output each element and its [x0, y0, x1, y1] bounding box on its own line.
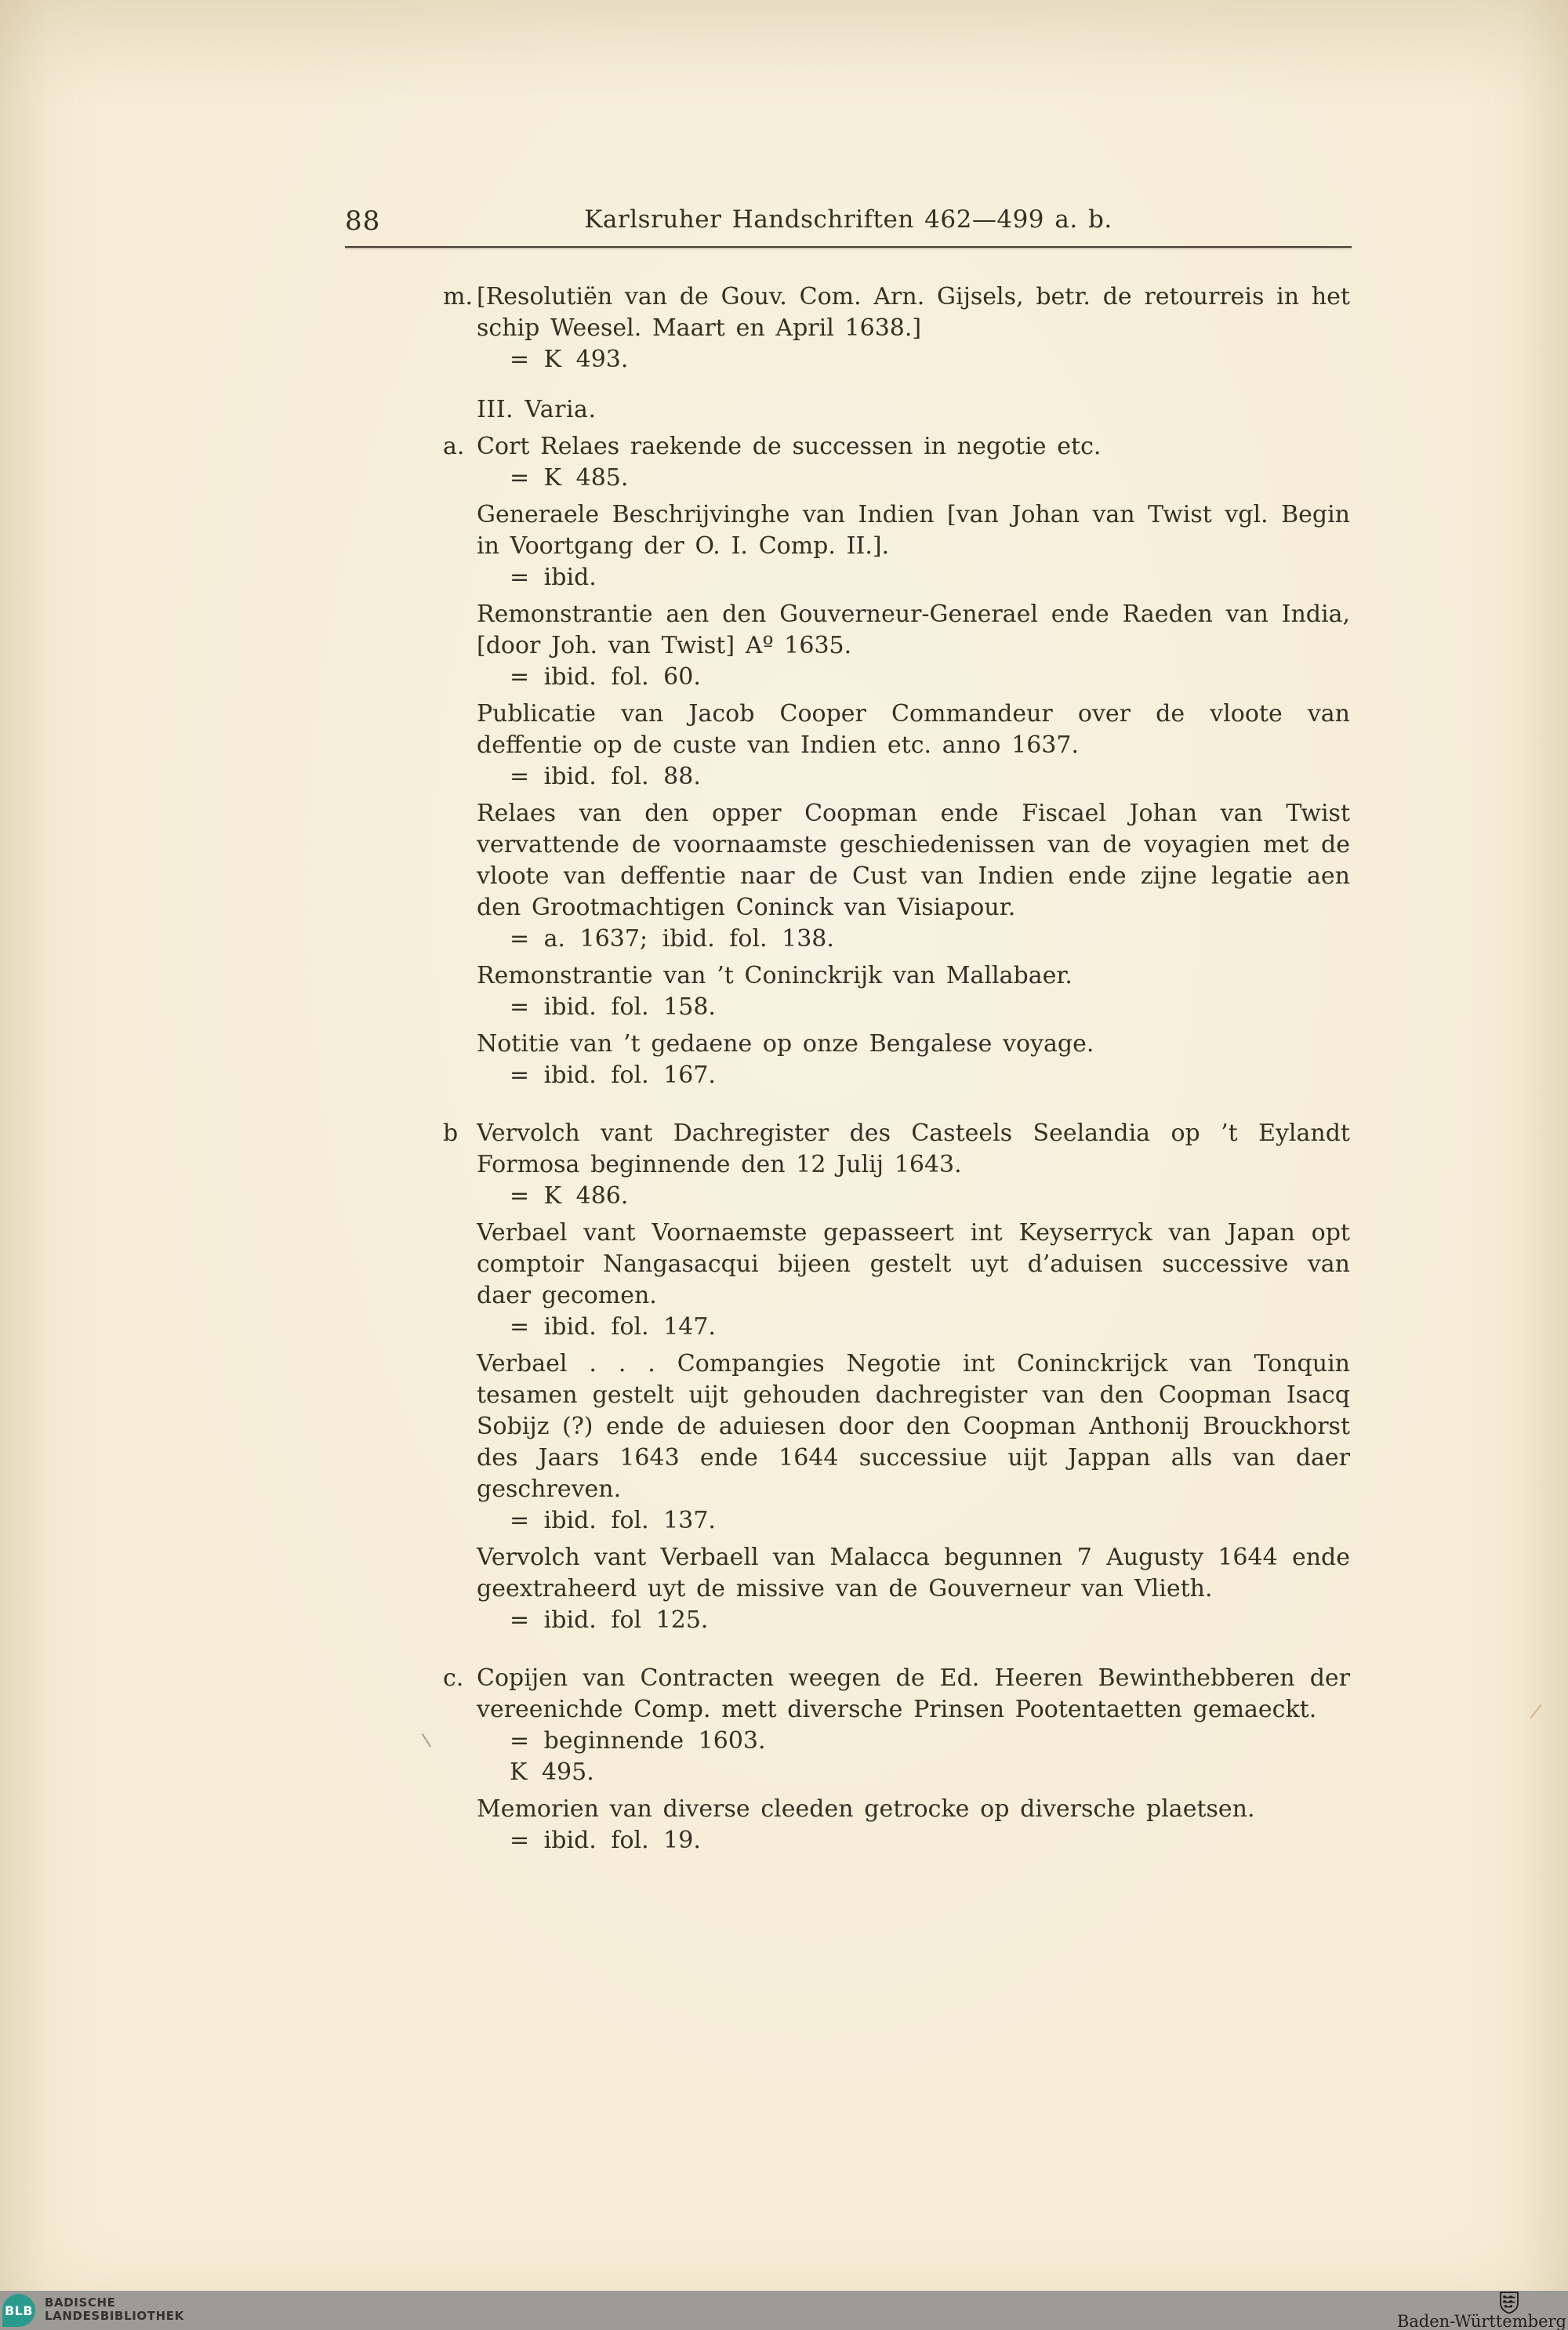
library-watermark-bar: [0, 2291, 1568, 2330]
catalog-entry: [477, 1542, 1350, 1636]
catalog-entry: [443, 431, 1350, 494]
state-name: Baden-Württemberg: [1396, 2312, 1566, 2330]
catalog-entry: [477, 1218, 1350, 1343]
entry-title: Relaes van den opper Coopman ende Fiscael Johan van Twist vervattende de voornaamste geschiedenissen van de voyagien met de vloote van deffentie naar de Cust van Indien ende zijne legatie aen den Grootmachtigen Coninck van Visiapour.: [477, 800, 1350, 921]
entry-title: Copijen van Contracten weegen de Ed. Heeren Bewinthebberen der vereenichde Comp. mett diversche Prinsen Pootentaetten gemaeckt.: [477, 1664, 1350, 1723]
entry-title: Publicatie van Jacob Cooper Commandeur over de vloote van deffentie op de custe van Indien etc. anno 1637.: [477, 700, 1350, 759]
entry-reference: = ibid. fol. 147.: [510, 1313, 716, 1341]
entry-title: [Resolutiën van de Gouv. Com. Arn. Gijsels, betr. de retourreis in het schip Weesel. Maart en April 1638.]: [477, 283, 1350, 342]
entry-reference: = K 485.: [510, 464, 629, 492]
entry-reference: = K 493.: [510, 346, 629, 373]
entry-reference: = ibid. fol. 19.: [510, 1827, 701, 1854]
catalog-entry: [443, 1663, 1350, 1788]
entry-title: Remonstrantie van ’t Coninckrijk van Mallabaer.: [477, 962, 1073, 989]
page-header: [345, 205, 1352, 237]
library-name: [45, 2296, 184, 2323]
catalog-entry: [477, 599, 1350, 693]
blb-logo-text: BLB: [4, 2303, 34, 2318]
entry-label: m.: [443, 283, 473, 310]
catalog-entry: [477, 699, 1350, 793]
entry-reference: = ibid. fol. 167.: [510, 1062, 716, 1089]
entry-title: Generaele Beschrijvinghe van Indien [van Johan van Twist vgl. Begin in Voortgang der O. I. Comp. II.].: [477, 501, 1350, 560]
entry-title: Vervolch vant Verbaell van Malacca begunnen 7 Augusty 1644 ende geextraheerd uyt de missive van de Gouverneur van Vlieth.: [477, 1544, 1350, 1602]
entry-title: Notitie van ’t gedaene op onze Bengalese voyage.: [477, 1030, 1094, 1058]
entry-reference: = beginnende 1603.: [510, 1727, 766, 1755]
catalog-entry: [477, 1348, 1350, 1537]
entry-title: Memorien van diverse cleeden getrocke op diversche plaetsen.: [477, 1795, 1255, 1823]
catalog-entry: [443, 1118, 1350, 1212]
page-number: 88: [345, 205, 381, 237]
entry-reference: = ibid.: [510, 564, 597, 591]
entry-reference: = ibid. fol. 60.: [510, 663, 701, 691]
entry-reference: K 495.: [510, 1758, 594, 1786]
entry-label: b: [443, 1120, 459, 1147]
entry-reference: = ibid. fol. 158.: [510, 993, 716, 1021]
entry-reference: = ibid. fol. 88.: [510, 763, 701, 790]
catalog-entry: [477, 798, 1350, 955]
entry-title: Remonstrantie aen den Gouverneur-Generael ende Raeden van India, [door Joh. van Twist] Aº 1635.: [477, 601, 1350, 659]
catalog-entry: [477, 960, 1350, 1023]
scan-artifact-mark: [422, 1733, 431, 1748]
blb-logo-icon: [2, 2294, 35, 2327]
catalog-entry: [477, 1029, 1350, 1091]
entry-label: a.: [443, 433, 465, 460]
library-name-line1: BADISCHE: [45, 2296, 116, 2310]
entry-reference: = a. 1637; ibid. fol. 138.: [510, 925, 834, 953]
entry-title: Verbael vant Voornaemste gepasseert int Keyserryck van Japan opt comptoir Nangasacqui bijeen gestelt uyt d’aduisen successive van daer gecomen.: [477, 1219, 1350, 1309]
catalog-entry: [477, 499, 1350, 593]
entry-reference: = ibid. fol. 137.: [510, 1507, 716, 1534]
catalog-entry: [443, 281, 1350, 376]
document-entries: [443, 276, 1350, 1856]
header-rule: [345, 246, 1352, 249]
running-title: Karlsruher Handschriften 462—499 a. b.: [584, 205, 1112, 234]
entry-title: Cort Relaes raekende de successen in negotie etc.: [477, 433, 1102, 460]
entry-title: Vervolch vant Dachregister des Casteels Seelandia op ’t Eylandt Formosa beginnende den 12 Julij 1643.: [477, 1120, 1350, 1178]
entry-label: c.: [443, 1664, 464, 1692]
section-heading: III. Varia.: [477, 396, 597, 423]
library-name-line2: LANDESBIBLIOTHEK: [45, 2309, 184, 2323]
entry-title: Verbael . . . Compangies Negotie int Coninckrijck van Tonquin tesamen gestelt uijt gehouden dachregister van den Coopman Isacq Sobijz (?) ende de aduiesen door den Coopman Anthonij Brouckhorst des Jaars 1643 ende 1644 successiue uijt Jappan alls van daer geschreven.: [477, 1350, 1350, 1503]
entry-reference: = K 486.: [510, 1182, 629, 1210]
baden-wuerttemberg-coat-of-arms-icon: [1499, 2292, 1519, 2314]
catalog-entry: [477, 1794, 1350, 1856]
entry-reference: = ibid. fol 125.: [510, 1606, 709, 1634]
scan-artifact-mark: [1530, 1704, 1541, 1719]
